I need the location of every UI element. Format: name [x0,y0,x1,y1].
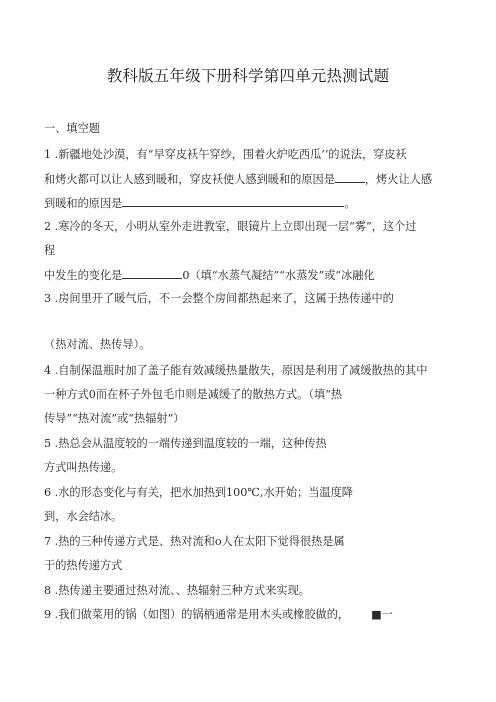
question-5-line-2: 方式叫热传递。 [44,461,123,474]
page-title: 教科版五年级下册科学第四单元热测试题 [106,67,390,85]
question-6-line-2: 到，水会结冰。 [44,510,123,523]
question-1-text-c: 到暖和的原因是 [44,197,123,210]
question-1-line-2 [44,172,432,187]
question-1-line-1: 1 .新疆地处沙漠，有“早穿皮袄午穿纱，围着火炉吃西瓜’’的说法，穿皮袄 [44,148,407,161]
question-2-line-1: 2 .寒冷的冬天，小明从室外走进教室，眼镜片上立即出现一层“雾”，这个过 [44,220,417,233]
question-8-line-1: 8 .热传递主要通过热对流、、热辐射三种方式来实现。 [44,584,310,597]
section-heading: 一、填空题 [44,122,100,135]
question-9-text: 9 .我们做菜用的锅（如图）的锅柄通常是用木头或橡胶做的， [44,608,350,621]
answer-blank[interactable] [122,196,344,207]
question-2-line-2: 程 [44,244,56,257]
question-2-text-a: 中发生的变化是 [44,269,123,282]
question-2-text-b: 0（填“水蒸气凝结”“水蒸发”或“冰融化 [182,269,375,282]
question-1-text-a: 和烤火都可以让人感到暖和，穿皮袄使人感到暖和的原因是 [44,173,335,186]
question-4-line-2: 一种方式0而在杯子外包毛巾则是减缓了的散热方式。（填“热 [44,388,343,401]
figure-marker-icon: ■一 [371,608,393,621]
answer-blank[interactable] [335,172,365,183]
question-4-line-1: 4 .自制保温瓶时加了盖子能有效减缓热量散失，原因是利用了减缓散热的其中 [44,364,428,377]
question-1-text-b: ，烤火让人感 [364,173,433,186]
question-7-line-1: 7 .热的三种传递方式是、热对流和o人在太阳下觉得很热是属 [44,535,345,548]
question-5-line-1: 5 .热总会从温度较的一端传递到温度较的一端，这种传热 [44,437,327,450]
question-9-line-1 [44,608,393,622]
question-3-line-2: （热对流、热传导）。 [44,338,151,351]
answer-blank[interactable] [122,268,182,279]
question-1-text-d: 。 [344,197,356,210]
question-7-line-2: 于的热传递方式 [44,559,123,572]
question-6-line-1: 6 .水的形态变化与有关，把水加热到100℃,水开始；当温度降 [44,486,353,499]
question-3-line-1: 3 .房间里开了暖气后，不一会整个房间都热起来了，这属于热传递中的 [44,292,394,305]
question-2-line-3 [44,268,375,283]
question-1-line-3 [44,196,356,211]
question-4-line-3: 传导”“热对流”或“热辐射”） [44,412,185,425]
